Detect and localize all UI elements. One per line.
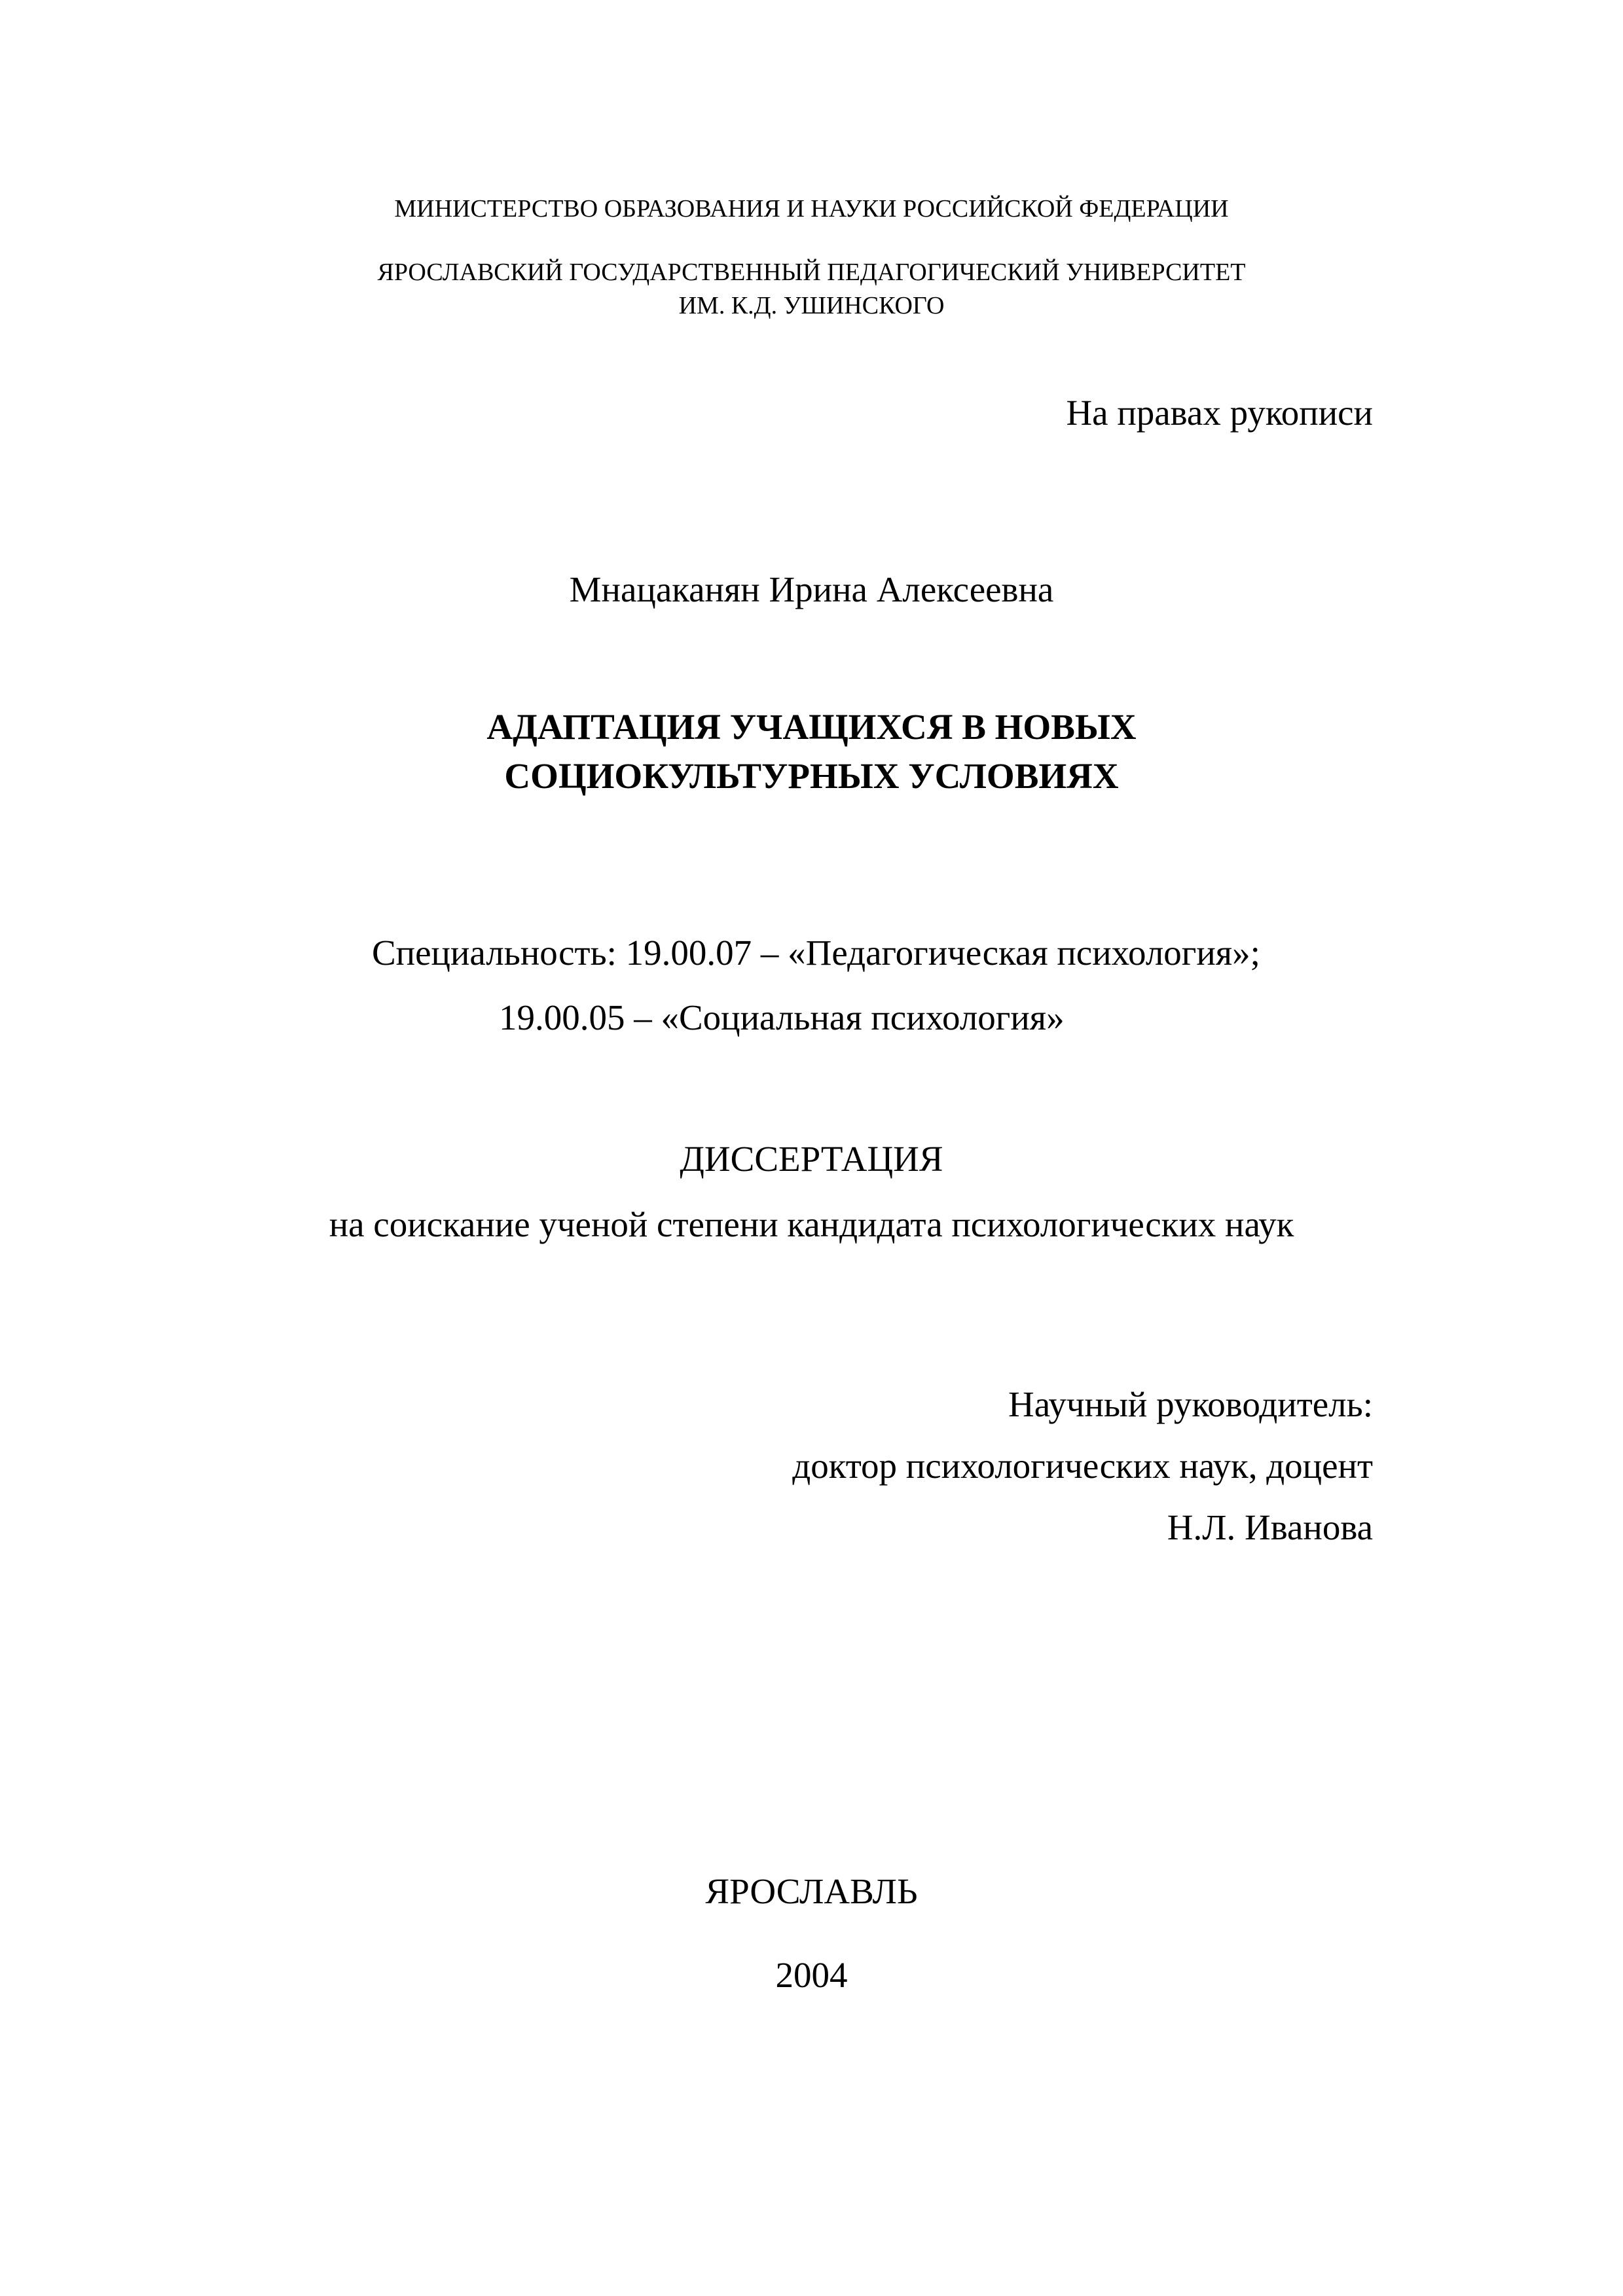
university-name-continued: ИМ. К.Д. УШИНСКОГО (678, 292, 945, 319)
document-type: ДИССЕРТАЦИЯ (680, 1139, 943, 1179)
ministry-header: МИНИСТЕРСТВО ОБРАЗОВАНИЯ И НАУКИ РОССИЙСКОЙ ФЕДЕРАЦИИ (394, 195, 1229, 223)
supervisor-title: доктор психологических наук, доцент (792, 1446, 1373, 1486)
specialty-line1: Специальность: 19.00.07 – «Педагогическая психология»; (372, 933, 1260, 973)
supervisor-label: Научный руководитель: (1008, 1384, 1373, 1424)
year: 2004 (775, 1955, 848, 1995)
dissertation-title-line1: АДАПТАЦИЯ УЧАЩИХСЯ В НОВЫХ (486, 707, 1137, 747)
supervisor-name: Н.Л. Иванова (1167, 1507, 1373, 1547)
city: ЯРОСЛАВЛЬ (705, 1871, 918, 1911)
university-name: ЯРОСЛАВСКИЙ ГОСУДАРСТВЕННЫЙ ПЕДАГОГИЧЕСКИЙ УНИВЕРСИТЕТ (377, 259, 1246, 286)
degree-statement: на соискание ученой степени кандидата психологических наук (329, 1204, 1294, 1244)
dissertation-title-line2: СОЦИОКУЛЬТУРНЫХ УСЛОВИЯХ (504, 756, 1119, 796)
manuscript-note: На правах рукописи (1066, 393, 1373, 433)
author-name: Мнацаканян Ирина Алексеевна (569, 569, 1054, 609)
specialty-line2: 19.00.05 – «Социальная психология» (499, 997, 1065, 1037)
